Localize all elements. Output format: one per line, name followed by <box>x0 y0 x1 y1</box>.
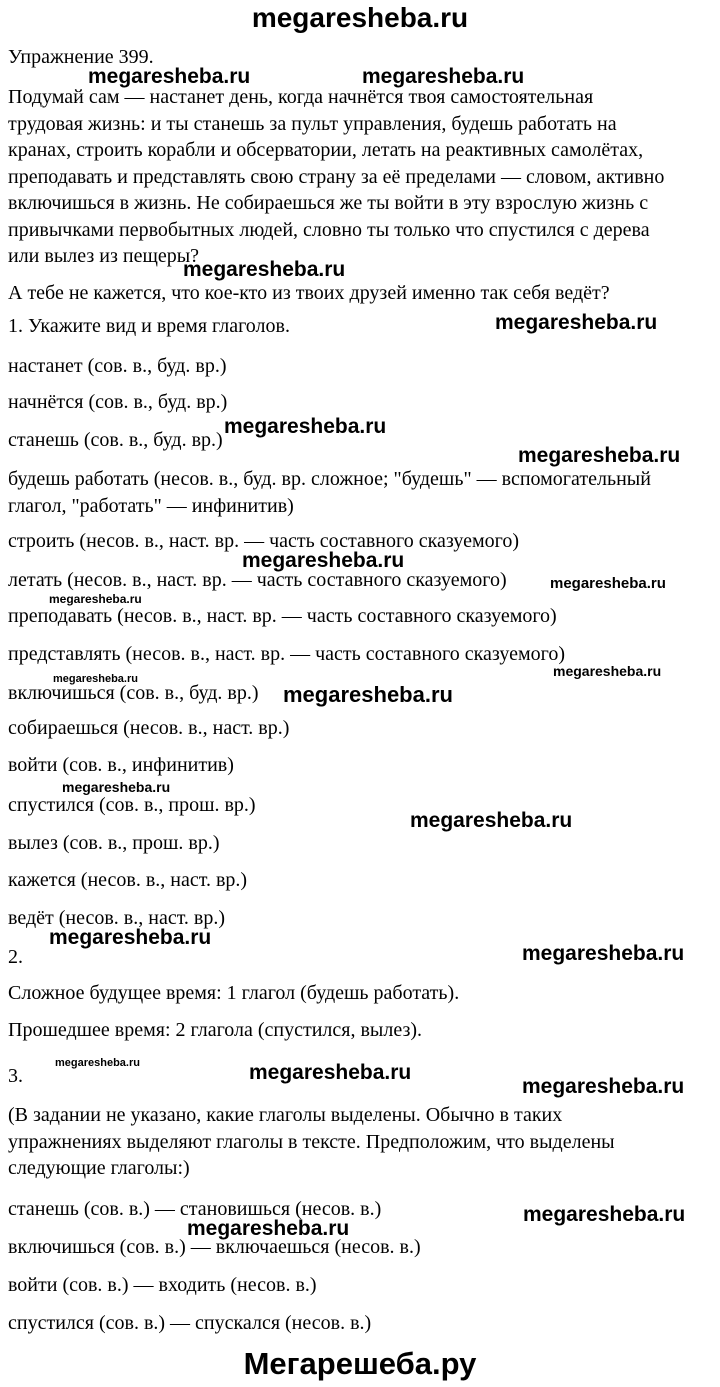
part2-line: Сложное будущее время: 1 глагол (будешь работать). <box>8 982 460 1004</box>
answer-line: собираешься (несов. в., наст. вр.) <box>8 717 290 739</box>
answer-multiline <box>8 466 651 519</box>
watermark: megaresheba.ru <box>242 549 405 572</box>
answer-line: летать (несов. в., наст. вр. — часть составного сказуемого) <box>8 569 507 591</box>
intro-line: трудовая жизнь: и ты станешь за пульт управления, будешь работать на <box>8 112 617 135</box>
watermark: megaresheba.ru <box>518 444 681 467</box>
answer-line: представлять (несов. в., наст. вр. — часть составного сказуемого) <box>8 643 566 665</box>
watermark: megaresheba.ru <box>523 1203 686 1226</box>
watermark: megaresheba.ru <box>62 779 171 795</box>
part3-note <box>8 1102 615 1182</box>
pair-line: спустился (сов. в.) — спускался (несов. в.) <box>8 1312 372 1334</box>
watermark: megaresheba.ru <box>283 682 453 707</box>
watermark: megaresheba.ru <box>550 575 666 592</box>
part3-number: 3. <box>8 1065 23 1087</box>
part1-heading: 1. Укажите вид и время глаголов. <box>8 315 290 337</box>
site-header-watermark: megaresheba.ru <box>251 2 469 33</box>
answer-line: начнётся (сов. в., буд. вр.) <box>8 391 228 413</box>
watermark: megaresheba.ru <box>49 592 142 606</box>
answer-line: станешь (сов. в., буд. вр.) <box>8 429 223 451</box>
note-line: следующие глаголы:) <box>8 1157 190 1179</box>
intro-line: Подумай сам — настанет день, когда начнётся твоя самостоятельная <box>8 86 594 108</box>
part2-number: 2. <box>8 946 23 968</box>
pair-line: станешь (сов. в.) — становишься (несов. в.) <box>8 1198 382 1220</box>
watermark: megaresheba.ru <box>249 1061 412 1084</box>
exercise-title: Упражнение 399. <box>8 46 154 68</box>
answer-line: включишься (сов. в., буд. вр.) <box>8 682 259 704</box>
question-line: А тебе не кажется, что кое-кто из твоих друзей именно так себя ведёт? <box>8 282 610 304</box>
answer-line: кажется (несов. в., наст. вр.) <box>8 869 248 891</box>
watermark: megaresheba.ru <box>55 1057 140 1069</box>
watermark: megaresheba.ru <box>495 311 658 334</box>
watermark: megaresheba.ru <box>522 942 685 965</box>
answer-line: настанет (сов. в., буд. вр.) <box>8 355 227 377</box>
watermark: megaresheba.ru <box>183 258 346 281</box>
pair-line: включишься (сов. в.) — включаешься (несов. в.) <box>8 1236 421 1258</box>
watermark: megaresheba.ru <box>224 415 387 438</box>
answer-line: будешь работать (несов. в., буд. вр. сложное; "будешь" — вспомогательный <box>8 468 651 490</box>
site-footer-brand: Мегарешеба.ру <box>243 1346 477 1381</box>
pair-line: войти (сов. в.) — входить (несов. в.) <box>8 1274 317 1296</box>
intro-paragraph <box>8 84 664 270</box>
answer-line: войти (сов. в., инфинитив) <box>8 754 234 776</box>
watermark: megaresheba.ru <box>53 673 138 685</box>
part2-line: Прошедшее время: 2 глагола (спустился, вылез). <box>8 1019 423 1041</box>
intro-line: или вылез из пещеры? <box>8 245 200 267</box>
watermark: megaresheba.ru <box>49 926 212 949</box>
watermark: megaresheba.ru <box>88 65 251 88</box>
watermark: megaresheba.ru <box>187 1217 350 1240</box>
answer-line: ведёт (несов. в., наст. вр.) <box>8 907 226 929</box>
answer-line: вылез (сов. в., прош. вр.) <box>8 832 220 854</box>
intro-line: кранах, строить корабли и обсерватории, летать на реактивных самолётах, <box>8 139 644 161</box>
intro-line: включишься в жизнь. Не собираешься же ты войти в эту взрослую жизнь с <box>8 192 649 214</box>
answer-line: глагол, "работать" — инфинитив) <box>8 494 294 517</box>
watermark: megaresheba.ru <box>522 1075 685 1098</box>
note-line: упражнениях выделяют глаголы в тексте. Предположим, что выделены <box>8 1130 615 1153</box>
watermark: megaresheba.ru <box>553 663 662 679</box>
intro-line: преподавать и представлять свою страну за её пределами — словом, активно <box>8 165 665 188</box>
note-line: (В задании не указано, какие глаголы выделены. Обычно в таких <box>8 1104 563 1126</box>
answer-line: строить (несов. в., наст. вр. — часть составного сказуемого) <box>8 530 519 552</box>
intro-line: привычками первобытных людей, словно ты только что спустился с дерева <box>8 218 650 241</box>
answer-line: спустился (сов. в., прош. вр.) <box>8 794 256 816</box>
watermark: megaresheba.ru <box>410 809 573 832</box>
watermark: megaresheba.ru <box>362 65 525 88</box>
answer-line: преподавать (несов. в., наст. вр. — часть составного сказуемого) <box>8 605 557 627</box>
